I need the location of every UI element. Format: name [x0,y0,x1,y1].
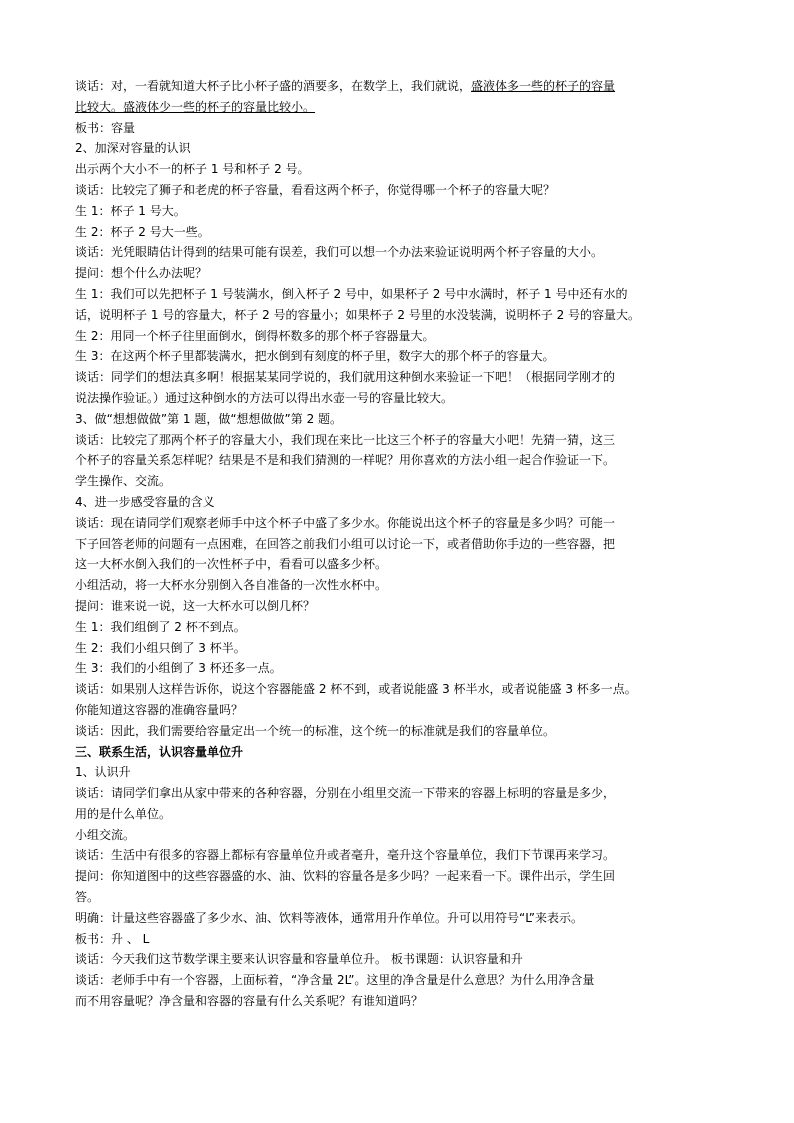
text-line: 谈话：请同学们拿出从家中带来的各种容器，分别在小组里交流一下带来的容器上标明的容量是多少， [75,786,616,801]
underlined-line: 比较大。盛液体少一些的杯子的容量比较小。 [75,99,316,114]
text-line: 谈话：同学们的想法真多啊！根据某某同学说的，我们就用这种倒水来验证一下吧！（根据同学刚才的 [75,370,616,385]
text-line: 谈话：光凭眼睛估计得到的结果可能有误差，我们可以想一个办法来验证说明两个杯子容量的大小。 [75,245,604,260]
underlined-text: 盛液体多一些的杯子的容量 [471,79,616,93]
text-line: 生 2：杯子 2 号大一些。 [75,224,210,239]
text-segment: 谈话：对，一看就知道大杯子比小杯子盛的酒要多，在数学上，我们就说， [75,79,472,93]
document-page [75,76,725,1012]
text-line [75,76,725,97]
section-subheading: 4、进一步感受容量的含义 [75,494,215,509]
text-line: 提问：谁来说一说，这一大杯水可以倒几杯？ [75,598,316,613]
text-line: 下子回答老师的问题有一点困难，在回答之前我们小组可以讨论一下，或者借助你手边的一些容器，把 [75,536,616,551]
text-line: 板书：升 、 L [75,931,150,946]
text-line: 而不用容量呢？净含量和容器的容量有什么关系呢？有谁知道吗？ [75,994,424,1009]
text-line: 个杯子的容量关系怎样呢？结果是不是和我们猜测的一样呢？用你喜欢的方法小组一起合作验证一下。 [75,453,616,468]
text-line: 生 1：杯子 1 号大。 [75,203,186,218]
text-line: 谈话：老师手中有一个容器，上面标着，“净含量 2L”。这里的净含量是什么意思？为什么用净含量 [75,973,595,988]
text-line: 出示两个大小不一的杯子 1 号和杯子 2 号。 [75,162,310,177]
text-line: 小组交流。 [75,827,136,842]
text-line: 用的是什么单位。 [75,806,172,821]
text-line: 谈话：比较完了狮子和老虎的杯子容量，看看这两个杯子，你觉得哪一个杯子的容量大呢？ [75,182,556,197]
text-line: 生 3：在这两个杯子里都装满水，把水倒到有刻度的杯子里，数字大的那个杯子的容量大。 [75,349,555,364]
section-subheading: 2、加深对容量的认识 [75,141,191,156]
text-line: 生 2：用同一个杯子往里面倒水，倒得杯数多的那个杯子容器量大。 [75,328,435,343]
text-line: 这一大杯水倒入我们的一次性杯子中，看看可以盛多少杯。 [75,557,388,572]
text-line: 小组活动，将一大杯水分别倒入各自准备的一次性水杯中。 [75,578,388,593]
text-line: 提问：你知道图中的这些容器盛的水、油、饮料的容量各是多少吗？一起来看一下。课件出示，学生回 [75,869,616,884]
text-line: 生 2：我们小组只倒了 3 杯半。 [75,640,246,655]
text-line: 谈话：生活中有很多的容器上都标有容量单位升或者毫升，毫升这个容量单位，我们下节课再来学习。 [75,848,616,863]
section-heading: 三、联系生活，认识容量单位升 [75,744,244,759]
text-line: 谈话：现在请同学们观察老师手中这个杯子中盛了多少水。你能说出这个杯子的容量是多少吗？可能一 [75,515,616,530]
text-line: 答。 [75,890,100,905]
text-line: 谈话：比较完了那两个杯子的容量大小，我们现在来比一比这三个杯子的容量大小吧！先猜一猜，这三 [75,432,616,447]
text-line: 明确：计量这些容器盛了多少水、油、饮料等液体，通常用升作单位。升可以用符号“L”来表示。 [75,910,583,925]
section-subheading: 1、认识升 [75,765,131,780]
text-line: 谈话：因此，我们需要给容量定出一个统一的标准，这个统一的标准就是我们的容量单位。 [75,723,556,738]
section-subheading: 3、做“想想做做”第 1 题，做“想想做做”第 2 题。 [75,411,343,426]
text-line: 生 3：我们的小组倒了 3 杯还多一点。 [75,661,282,676]
text-line: 你能知道这容器的准确容量吗？ [75,702,244,717]
text-line: 提问：想个什么办法呢？ [75,266,208,281]
text-line: 生 1：我们组倒了 2 杯不到点。 [75,619,246,634]
text-line: 话，说明杯子 1 号的容量大，杯子 2 号的容量小；如果杯子 2 号里的水没装满，说明杯子 2 号的容量大。 [75,307,641,322]
text-line: 谈话：今天我们这节数学课主要来认识容量和容量单位升。 板书课题：认识容量和升 [75,952,523,967]
text-line: 谈话：如果别人这样告诉你，说这个容器能盛 2 杯不到，或者说能盛 3 杯半水，或者说能盛 3 杯多一点。 [75,682,637,697]
text-line: 板书：容量 [75,120,136,135]
text-line: 生 1：我们可以先把杯子 1 号装满水，倒入杯子 2 号中，如果杯子 2 号中水满时，杯子 1 号中还有水的 [75,286,628,301]
text-line: 说法操作验证。）通过这种倒水的方法可以得出水壶一号的容量比较大。 [75,390,454,405]
text-line: 学生操作、交流。 [75,474,172,489]
